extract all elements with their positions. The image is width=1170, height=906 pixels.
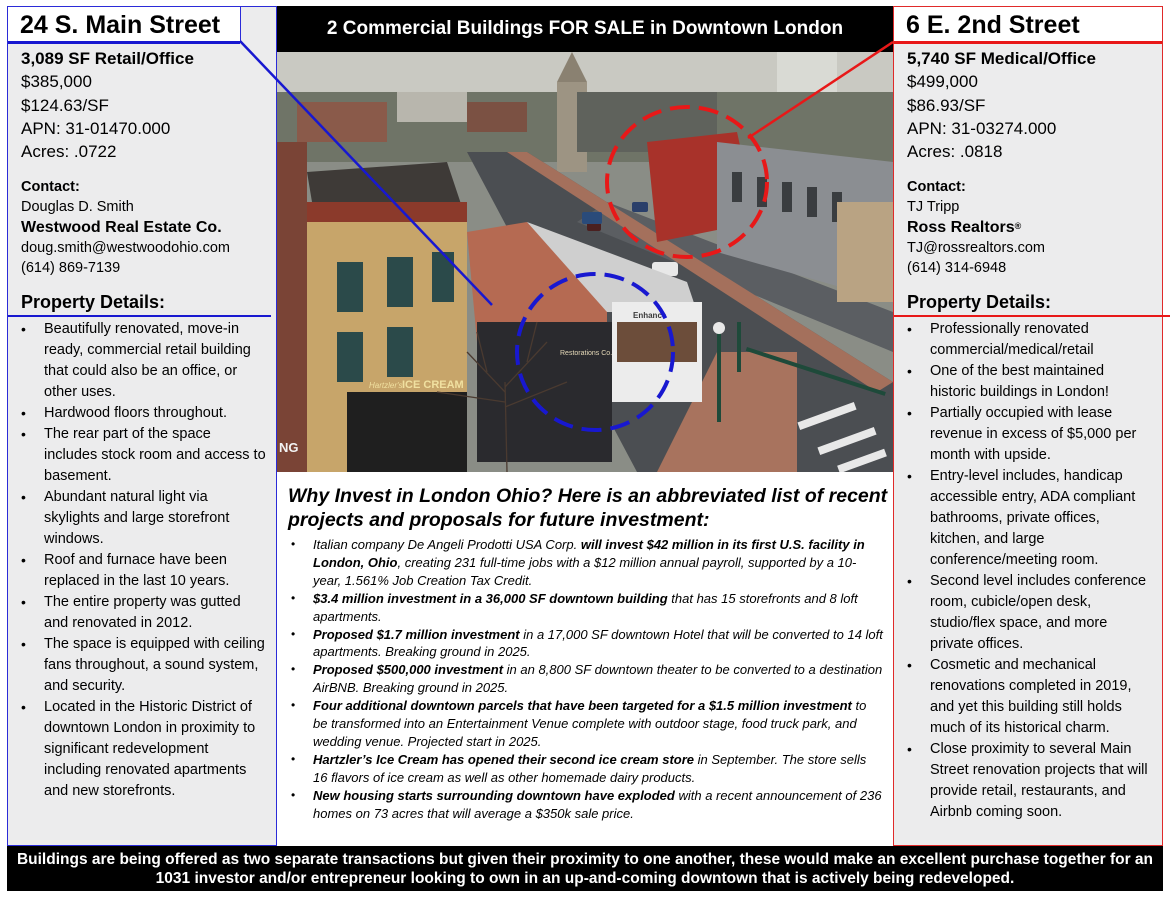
window <box>337 332 363 382</box>
left-address-underline <box>8 41 240 44</box>
item-rest: with a recent announcement of 236 homes on 73 acres that will average a $350k sale price. <box>313 787 882 821</box>
left-edge-building <box>277 142 307 472</box>
left-contact-name: Douglas D. Smith <box>21 199 134 216</box>
list-item: • Roof and furnace have been replaced in the last 10 years. <box>16 550 266 592</box>
item-bold: Proposed $1.7 million investment <box>313 626 520 642</box>
left-details-list <box>16 319 266 802</box>
item-rest: in September. The store sells 16 flavors of ice cream as well as other homemade dairy products. <box>313 751 867 785</box>
list-item: • Located in the Historic District of downtown London in proximity to significant redevelopment including renovated apartments and new storefronts. <box>16 697 266 802</box>
item-rest: , creating 231 full-time jobs with a $12 million annual payroll, supported by a 10-year, 1.561% Job Creation Tax Credit. <box>313 554 857 588</box>
storefront-window <box>617 322 697 362</box>
item-rest: in an 8,800 SF downtown theater to be converted to a destination AirBNB. Breaking ground in 2025. <box>313 662 883 696</box>
investment-list <box>287 536 883 823</box>
window <box>432 252 454 302</box>
bottom-strip <box>0 891 1170 906</box>
right-price: $499,000 <box>907 72 978 92</box>
right-contact <box>907 177 1045 279</box>
right-address-underline <box>894 41 1162 44</box>
ice-cream-storefront <box>347 392 467 472</box>
left-details-rule <box>8 315 271 317</box>
item-rest: that has 15 storefronts and 8 loft apartments. <box>313 590 858 624</box>
right-details-list <box>902 319 1152 823</box>
item-bold: New housing starts surrounding downtown have exploded <box>313 787 675 803</box>
item-bold: Four additional downtown parcels that have been targeted for a $1.5 million investment <box>313 698 852 714</box>
item-bold: Hartzler’s Ice Cream has opened their second ice cream store <box>313 751 695 767</box>
item-bold: will invest $42 million in its first U.S. facility in London, Ohio <box>313 537 865 570</box>
car <box>632 202 648 212</box>
list-item: • The rear part of the space includes stock room and access to basement. <box>16 424 266 487</box>
left-price: $385,000 <box>21 72 92 92</box>
edge-sign: NG <box>279 440 299 455</box>
left-details-heading: Property Details: <box>21 292 166 312</box>
left-email[interactable]: doug.smith@westwoodohio.com <box>21 240 230 257</box>
list-item: • Partially occupied with lease revenue in excess of $5,000 per month with upside. <box>902 403 1152 466</box>
left-phone[interactable]: (614) 869-7139 <box>21 260 121 277</box>
item-rest: in a 17,000 SF downtown Hotel that will be converted to 14 loft apartments. Breaking ground in 2025. <box>313 626 883 660</box>
aerial-photo <box>277 52 893 472</box>
list-item <box>287 697 883 751</box>
list-item: • Abundant natural light via skylights and large storefront windows. <box>16 487 266 550</box>
right-acres: Acres: .0818 <box>907 142 1003 162</box>
right-apn: APN: 31-03274.000 <box>907 118 1057 138</box>
enhance-sign: Enhance <box>633 311 667 320</box>
list-item <box>287 751 883 787</box>
left-company: Westwood Real Estate Co. <box>21 218 222 236</box>
lamp-post <box>717 332 721 422</box>
right-address: 6 E. 2nd Street <box>894 7 1162 43</box>
left-summary <box>21 47 194 163</box>
roof-block <box>397 92 467 122</box>
registered-mark: ® <box>1014 220 1022 231</box>
left-address: 24 S. Main Street <box>8 7 241 43</box>
list-item <box>287 787 883 823</box>
list-item <box>287 626 883 662</box>
window <box>732 172 742 202</box>
right-price-per-sf: $86.93/SF <box>907 95 986 115</box>
list-item <box>287 590 883 626</box>
right-sf-line: 5,740 SF Medical/Office <box>907 49 1096 68</box>
right-company-line <box>907 218 1045 239</box>
right-email[interactable]: TJ@rossrealtors.com <box>907 240 1045 257</box>
ice-cream-script-sign: Hartzler's <box>369 381 403 390</box>
restorations-sign: Restorations Co. <box>560 350 613 357</box>
right-contact-heading: Contact: <box>907 179 966 195</box>
distant-building <box>777 52 837 92</box>
list-item: • Second level includes conference room, cubicle/open desk, studio/flex space, and more private offices. <box>902 571 1152 655</box>
left-contact <box>21 177 230 279</box>
window <box>387 257 413 307</box>
lamp-globe <box>713 322 725 334</box>
car <box>582 212 602 224</box>
right-details-rule <box>894 315 1170 317</box>
list-item: • Hardwood floors throughout. <box>16 403 266 424</box>
list-item: • Cosmetic and mechanical renovations completed in 2019, and yet this building still holds much of its historical charm. <box>902 655 1152 739</box>
list-item: • Close proximity to several Main Street renovation projects that will provide retail, restaurants, and Airbnb coming soon. <box>902 739 1152 823</box>
page-title: 2 Commercial Buildings FOR SALE in Downtown London <box>277 6 893 52</box>
left-property-panel <box>7 6 277 846</box>
right-company: Ross Realtors <box>907 218 1015 236</box>
aerial-photo-illustration <box>277 52 893 472</box>
list-item <box>287 536 883 590</box>
window <box>807 187 817 217</box>
footer-banner: Buildings are being offered as two separate transactions but given their proximity to one another, these would make an excellent purchase together for an 1031 investor and/or entrepreneur looking to own in an up-and-coming downtown that is actively being redeveloped. <box>7 846 1163 891</box>
item-bold: $3.4 million investment in a 36,000 SF downtown building <box>313 590 668 606</box>
item-bold: Proposed $500,000 investment <box>313 662 504 678</box>
roof-block <box>467 102 527 132</box>
list-item: • The space is equipped with ceiling fans throughout, a sound system, and security. <box>16 634 266 697</box>
item-rest: to be transformed into an Entertainment Venue complete with outdoor stage, food truck park, and wedding venue. Projected start in 2025. <box>313 698 867 749</box>
right-property-panel <box>893 6 1163 846</box>
left-price-per-sf: $124.63/SF <box>21 95 109 115</box>
right-details-heading: Property Details: <box>907 292 1052 312</box>
right-phone[interactable]: (614) 314-6948 <box>907 260 1007 277</box>
lamp-post <box>737 322 741 372</box>
right-contact-name: TJ Tripp <box>907 199 960 216</box>
ice-cream-sign: ICE CREAM <box>402 379 464 391</box>
list-item: • The entire property was gutted and renovated in 2012. <box>16 592 266 634</box>
list-item <box>287 661 883 697</box>
why-invest-heading: Why Invest in London Ohio? Here is an abbreviated list of recent projects and proposals for future investment: <box>288 485 888 531</box>
list-item: • Beautifully renovated, move-in ready, commercial retail building that could also be an office, or other uses. <box>16 319 266 403</box>
left-apn: APN: 31-01470.000 <box>21 118 171 138</box>
tan-building-cornice <box>307 202 467 222</box>
left-contact-heading: Contact: <box>21 179 80 195</box>
list-item: • Professionally renovated commercial/medical/retail <box>902 319 1152 361</box>
item-lead: Italian company De Angeli Prodotti USA Corp. <box>313 537 581 552</box>
list-item: • One of the best maintained historic buildings in London! <box>902 361 1152 403</box>
right-summary <box>907 47 1096 163</box>
tan-building <box>837 202 893 302</box>
window <box>782 182 792 212</box>
list-item: • Entry-level includes, handicap accessible entry, ADA compliant bathrooms, private offices, kitchen, and large conference/meeting room. <box>902 466 1152 571</box>
roof-block <box>297 102 387 142</box>
why-invest-section <box>277 472 893 846</box>
window <box>387 327 413 377</box>
24-s-main-facade <box>477 322 612 462</box>
left-acres: Acres: .0722 <box>21 142 117 162</box>
left-sf-line: 3,089 SF Retail/Office <box>21 49 194 68</box>
window <box>337 262 363 312</box>
